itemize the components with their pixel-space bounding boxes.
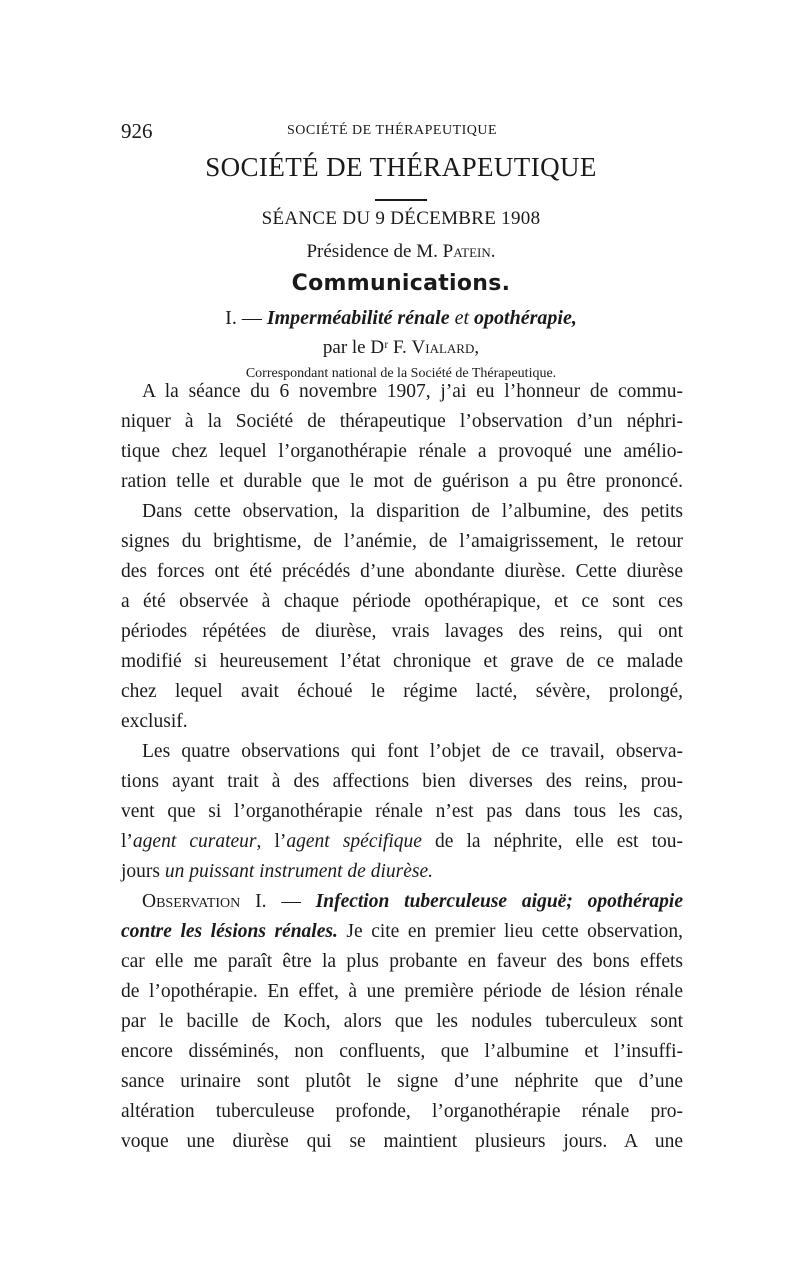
running-title: SOCIÉTÉ DE THÉRAPEUTIQUE xyxy=(287,123,498,138)
communication-title-conj: et xyxy=(454,307,470,329)
text-fragment: de la néphrite, elle est tou- xyxy=(421,831,683,852)
text-line: ration telle et durable que le mot de guérison a pu être prononcé. xyxy=(121,471,683,492)
observation-label: Observation I. xyxy=(142,891,267,912)
text-line: exclusif. xyxy=(121,711,188,732)
text-line: de l’opothérapie. En effet, à une première période de lésion rénale xyxy=(121,981,683,1002)
author-name: Vialard, xyxy=(411,337,480,358)
president-name: Patein. xyxy=(442,241,496,262)
presidency-prefix: Présidence de M. xyxy=(306,241,438,262)
text-fragment: , l’ xyxy=(256,831,287,852)
communication-title-part2: opothérapie, xyxy=(474,307,577,329)
text-line xyxy=(121,857,683,887)
text-line: tique chez lequel l’organothérapie rénale a provoqué une amélio- xyxy=(121,441,683,462)
author-line xyxy=(121,337,681,359)
text-line: vent que si l’organothérapie rénale n’est pas dans tous les cas, xyxy=(121,801,683,822)
text-fragment: jours xyxy=(121,861,165,882)
author-prefix: par le Dʳ F. xyxy=(322,337,407,358)
section-heading: Communications. xyxy=(291,271,511,296)
presidency-line xyxy=(121,241,681,263)
communication-title-part1: Imperméabilité rénale xyxy=(266,307,450,329)
text-line: signes du brightisme, de l’anémie, de l’amaigrissement, le retour xyxy=(121,531,683,552)
text-line: niquer à la Société de thérapeutique l’observation d’un néphri- xyxy=(121,411,683,432)
emphasis-text: agent curateur xyxy=(132,831,257,852)
text-line: des forces ont été précédés d’une abondante diurèse. Cette diurèse xyxy=(121,561,683,582)
text-line: Les quatre observations qui font l’objet de ce travail, observa- xyxy=(142,741,683,762)
text-line: car elle me paraît être la plus probante en faveur des bons effets xyxy=(121,951,683,972)
page-number: 926 xyxy=(121,119,153,143)
text-line: tions ayant trait à des affections bien diverses des reins, prou- xyxy=(121,771,683,792)
text-line: encore disséminés, non confluents, que l’albumine et l’insuffi- xyxy=(121,1041,683,1062)
session-date: SÉANCE DU 9 DÉCEMBRE 1908 xyxy=(261,208,541,229)
communication-title xyxy=(121,307,681,330)
text-line xyxy=(121,827,683,857)
text-line: altération tuberculeuse profonde, l’organothérapie rénale pro- xyxy=(121,1101,683,1122)
title-rule xyxy=(375,199,427,201)
observation-title: Infection tuberculeuse aiguë; opothérapie xyxy=(315,891,683,912)
communication-number: I. — xyxy=(225,307,262,329)
text-fragment: — xyxy=(266,891,316,912)
text-line: Dans cette observation, la disparition de l’albumine, des petits xyxy=(142,501,683,522)
author-affiliation: Correspondant national de la Société de Thérapeutique. xyxy=(245,366,557,381)
text-fragment: l’ xyxy=(121,831,133,852)
text-line xyxy=(142,887,683,917)
text-line: chez lequel avait échoué le régime lacté, sévère, prolongé, xyxy=(121,681,683,702)
text-line: voque une diurèse qui se maintient plusieurs jours. A une xyxy=(121,1131,683,1152)
emphasis-text: un puissant instrument de diurèse. xyxy=(164,861,433,882)
text-line: sance urinaire sont plutôt le signe d’une néphrite que d’une xyxy=(121,1071,683,1092)
text-line xyxy=(121,917,683,947)
running-header xyxy=(121,119,681,143)
text-line: a été observée à chaque période opothérapique, et ce sont ces xyxy=(121,591,683,612)
society-title: SOCIÉTÉ DE THÉRAPEUTIQUE xyxy=(205,152,597,182)
text-line: périodes répétées de diurèse, vrais lavages des reins, qui ont xyxy=(121,621,683,642)
text-line: par le bacille de Koch, alors que les nodules tuberculeux sont xyxy=(121,1011,683,1032)
text-fragment: Je cite en premier lieu cette observation, xyxy=(337,921,683,942)
text-line: modifié si heureusement l’état chronique et grave de ce malade xyxy=(121,651,683,672)
emphasis-text: agent spécifique xyxy=(286,831,422,852)
text-line: A la séance du 6 novembre 1907, j’ai eu l’honneur de commu- xyxy=(142,381,683,402)
observation-title: contre les lésions rénales. xyxy=(121,921,338,942)
